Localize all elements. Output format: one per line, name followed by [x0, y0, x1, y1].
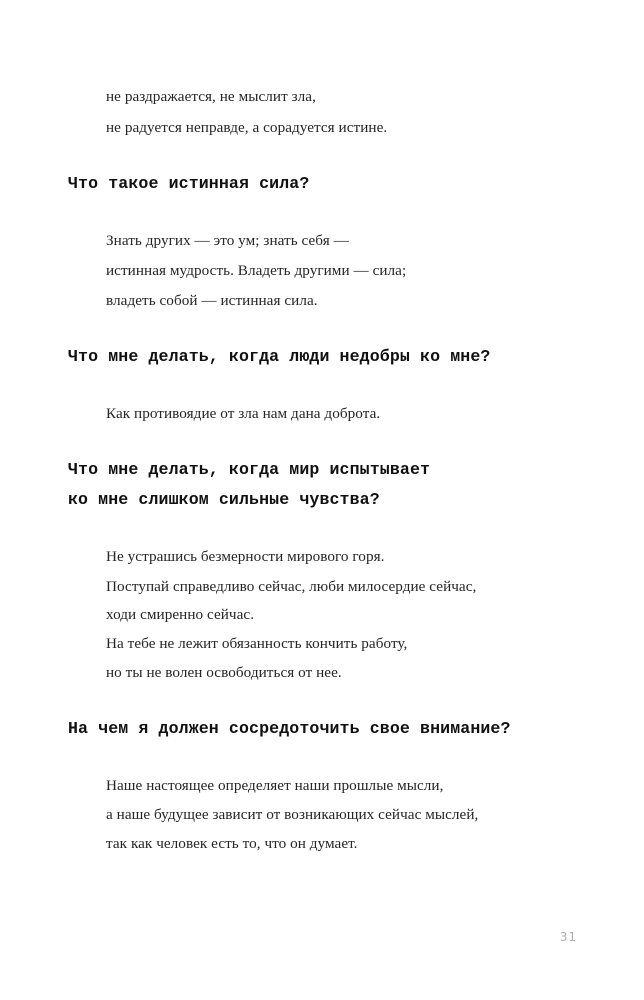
passage-line: ходи смиренно сейчас.	[106, 606, 255, 623]
passage-line: не радуется неправде, а сорадуется истине.	[106, 119, 388, 136]
passage-line: истинная мудрость. Владеть другими — сила;	[106, 262, 407, 279]
section-heading: Что мне делать, когда люди недобры ко мне?	[68, 347, 491, 366]
page-number: 31	[559, 930, 577, 944]
section-heading: ко мне слишком сильные чувства?	[68, 490, 380, 509]
passage-line: Поступай справедливо сейчас, люби милосердие сейчас,	[106, 578, 477, 595]
passage-line: но ты не волен освободиться от нее.	[106, 664, 342, 681]
passage-line: владеть собой — истинная сила.	[106, 292, 318, 309]
passage-line: Как противоядие от зла нам дана доброта.	[106, 405, 381, 422]
section-heading: Что такое истинная сила?	[68, 174, 310, 193]
passage-line: Не устрашись безмерности мирового горя.	[106, 548, 385, 565]
passage-line: а наше будущее зависит от возникающих сейчас мыслей,	[106, 806, 479, 823]
passage-line: Знать других — это ум; знать себя —	[106, 232, 349, 249]
passage-line: Наше настоящее определяет наши прошлые мысли,	[106, 777, 444, 794]
passage-line: На тебе не лежит обязанность кончить работу,	[106, 635, 408, 652]
passage-line: так как человек есть то, что он думает.	[106, 835, 358, 852]
section-heading: На чем я должен сосредоточить свое внимание?	[68, 719, 511, 738]
passage-line: не раздражается, не мыслит зла,	[106, 88, 316, 105]
section-heading: Что мне делать, когда мир испытывает	[68, 460, 431, 479]
